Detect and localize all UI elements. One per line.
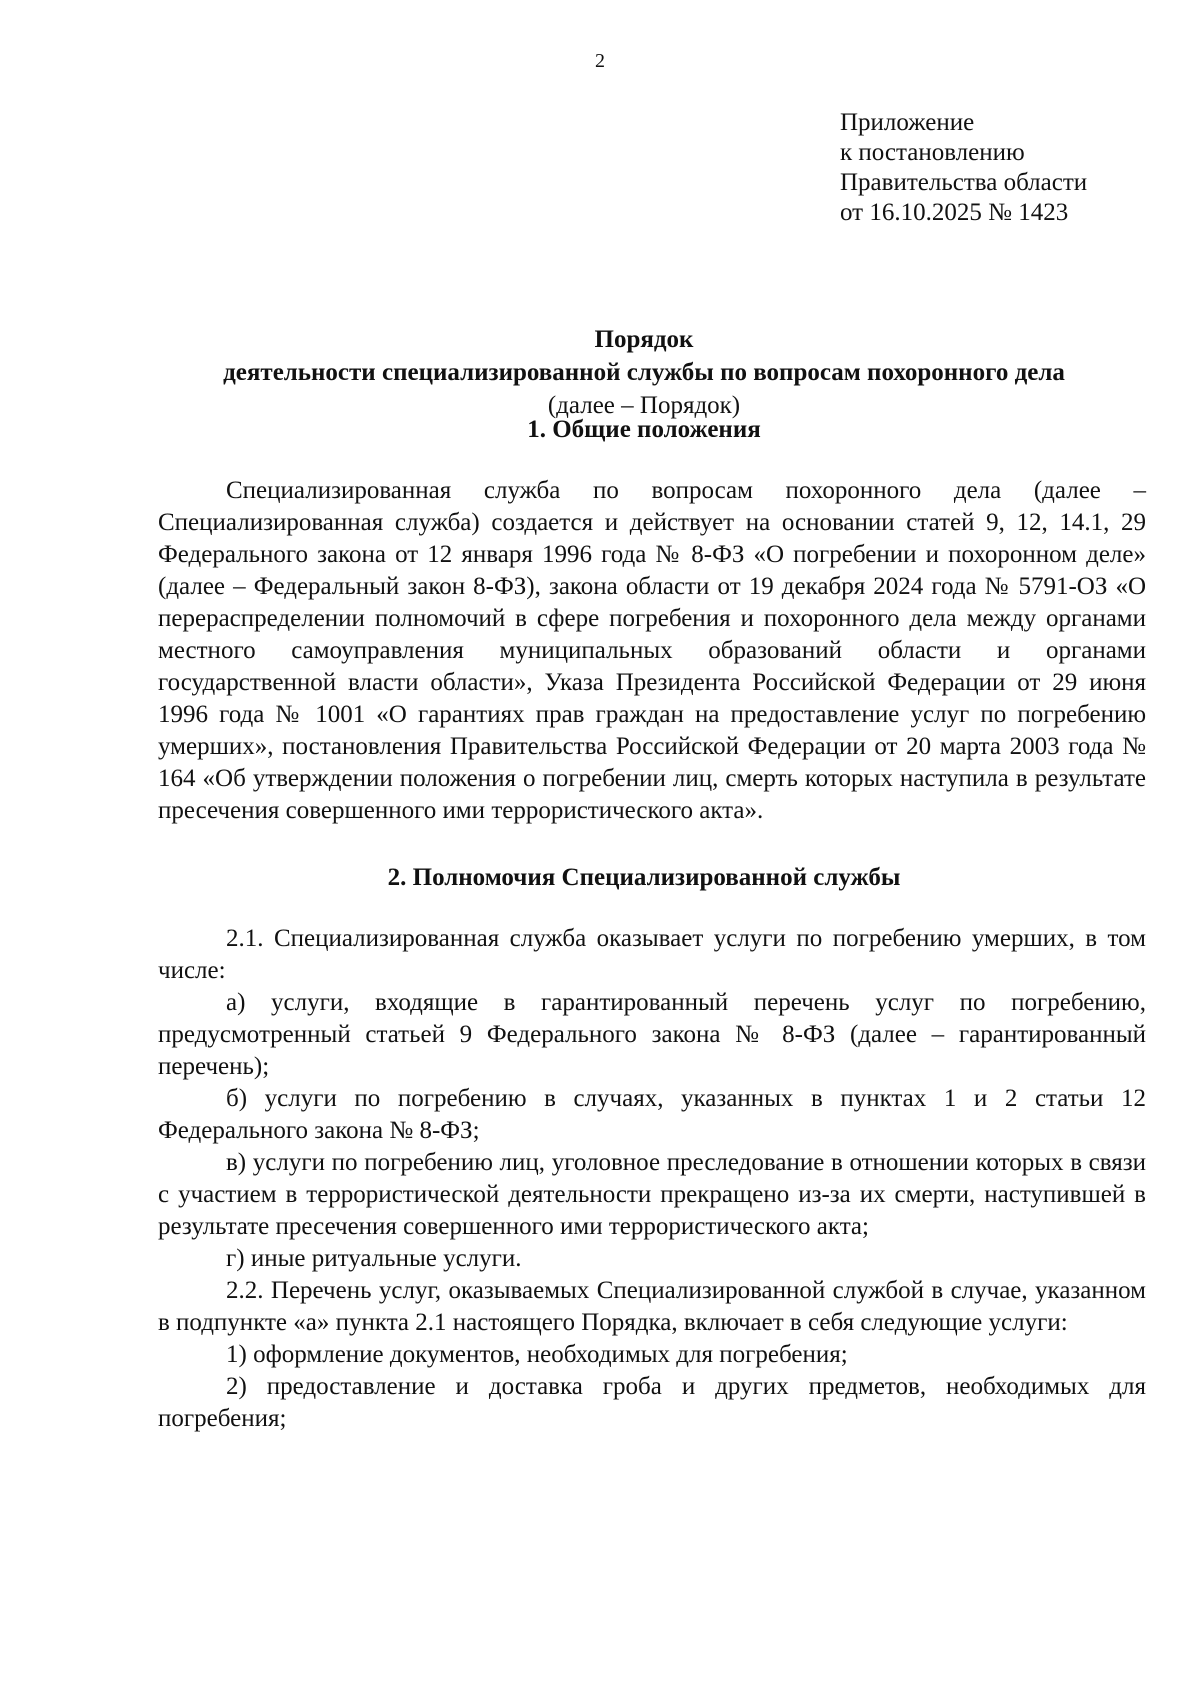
title-subtitle: деятельности специализированной службы по вопросам похоронного дела: [223, 359, 1065, 386]
document-title: [160, 323, 1128, 422]
paragraph: а) услуги, входящие в гарантированный перечень услуг по погребению, предусмотренный статьей 9 Федерального закона № 8-ФЗ (далее – гарантированный перечень);: [158, 989, 1146, 1080]
appendix-block: [840, 108, 1087, 228]
title-note: (далее – Порядок): [547, 392, 741, 419]
appendix-line: Приложение: [840, 109, 975, 136]
paragraph: г) иные ритуальные услуги.: [226, 1245, 522, 1272]
appendix-line: к постановлению: [840, 139, 1025, 166]
section-1-heading: 1. Общие положения: [527, 416, 761, 443]
paragraph: 2.2. Перечень услуг, оказываемых Специализированной службой в случае, указанном в подпункте «а» пункта 2.1 настоящего Порядка, включает в себя следующие услуги:: [158, 1277, 1146, 1336]
paragraph: б) услуги по погребению в случаях, указанных в пунктах 1 и 2 статьи 12 Федерального закона № 8-ФЗ;: [158, 1085, 1146, 1144]
paragraph: Специализированная служба по вопросам похоронного дела (далее – Специализированная служба) создается и действует на основании статей 9, 12, 14.1, 29 Федерального закона от 12 января 1996 года № 8-ФЗ «О погребении и похоронном деле» (далее – Федеральный закон 8-ФЗ), закона области от 19 декабря 2024 года № 5791-ОЗ «О перераспределении полномочий в сфере погребения и похоронного дела между органами местного самоуправления муниципальных образований области и органами государственной власти области», Указа Президента Российской Федерации от 29 июня 1996 года № 1001 «О гарантиях прав граждан на предоставление услуг по погребению умерших», постановления Правительства Российской Федерации от 20 марта 2003 года № 164 «Об утверждении положения о погребении лиц, смерть которых наступила в результате пресечения совершенного ими террористического акта».: [158, 477, 1146, 824]
paragraph: в) услуги по погребению лиц, уголовное преследование в отношении которых в связи с участием в террористической деятельности прекращено из-за их смерти, наступившей в результате пресечения совершенного ими террористического акта;: [158, 1149, 1146, 1240]
paragraph: 2.1. Специализированная служба оказывает услуги по погребению умерших, в том числе:: [158, 925, 1146, 984]
section-2-heading: 2. Полномочия Специализированной службы: [387, 864, 901, 891]
section-1-body: [158, 475, 1146, 827]
paragraph: 1) оформление документов, необходимых для погребения;: [226, 1341, 848, 1368]
page-number: 2: [595, 50, 605, 72]
section-2-body: [158, 923, 1146, 1435]
title-main: Порядок: [594, 326, 694, 353]
appendix-line: Правительства области: [840, 169, 1088, 196]
paragraph: 2) предоставление и доставка гроба и других предметов, необходимых для погребения;: [158, 1373, 1146, 1432]
appendix-line: от 16.10.2025 № 1423: [840, 199, 1069, 226]
